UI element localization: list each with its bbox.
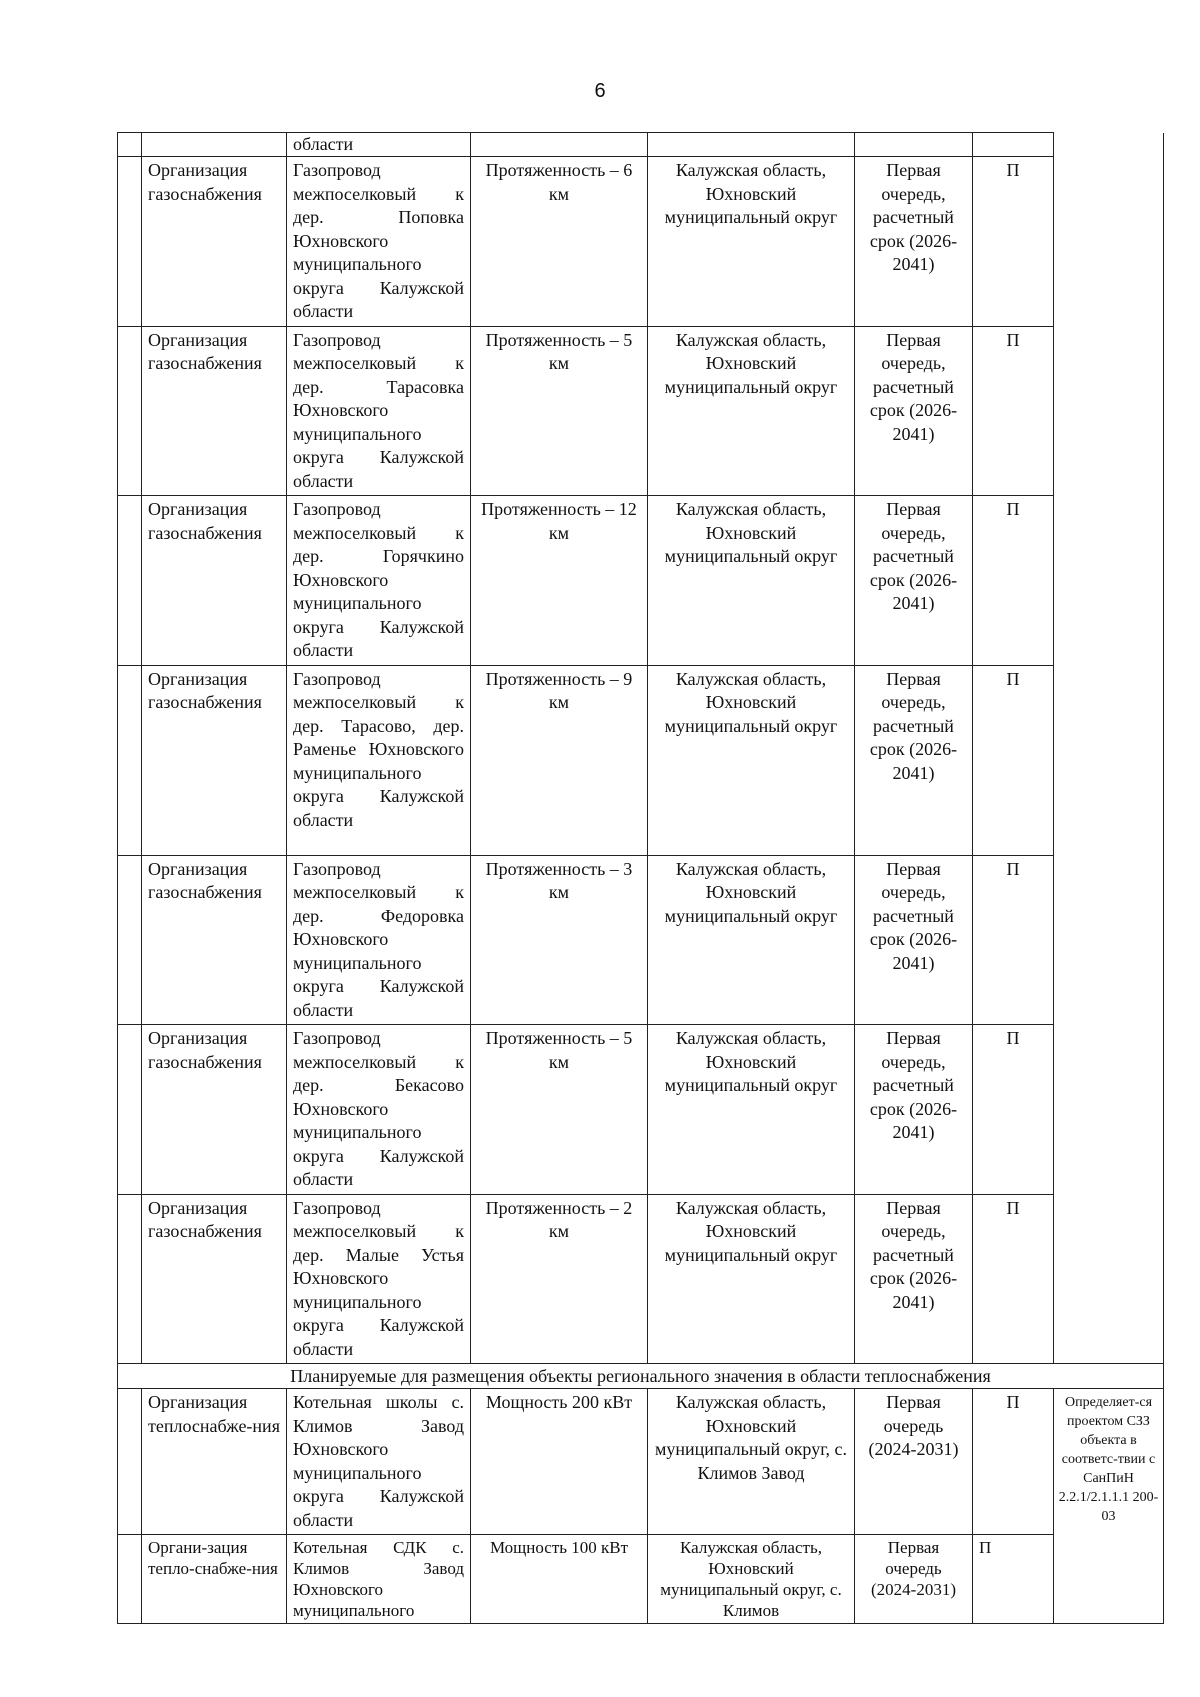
parameter-cell: Протяженность – 6 км (471, 157, 648, 327)
table-row (118, 1025, 1164, 1195)
object-cell: Газопровод межпоселковый к дер. Горячкино Юхновского муниципального округа Калужской области (287, 496, 471, 666)
parameter-cell: Протяженность – 3 км (471, 855, 648, 1025)
table-row (118, 1389, 1164, 1535)
status-cell (973, 133, 1054, 157)
page-number: 6 (594, 80, 606, 102)
index-cell (118, 326, 142, 496)
parameter-cell: Протяженность – 5 км (471, 1025, 648, 1195)
index-cell (118, 133, 142, 157)
object-cell: Газопровод межпоселковый к дер. Федоровка Юхновского муниципального округа Калужской области (287, 855, 471, 1025)
period-cell: Первая очередь, расчетный срок (2026-2041) (855, 1025, 973, 1195)
category-cell: Организация газоснабжения (142, 496, 287, 666)
index-cell (118, 855, 142, 1025)
object-cell: Котельная СДК с. Климов Завод Юхновского муниципального (287, 1535, 471, 1624)
index-cell (118, 496, 142, 666)
status-cell: П (973, 665, 1054, 855)
location-cell: Калужская область, Юхновский муниципальный округ, с. Климов (648, 1535, 855, 1624)
category-cell: Организация теплоснабже-ния (142, 1389, 287, 1535)
index-cell (118, 665, 142, 855)
category-cell: Организация газоснабжения (142, 326, 287, 496)
index-cell (118, 1194, 142, 1364)
location-cell: Калужская область, Юхновский муниципальный округ, с. Климов Завод (648, 1389, 855, 1535)
location-cell: Калужская область, Юхновский муниципальный округ (648, 157, 855, 327)
location-cell: Калужская область, Юхновский муниципальный округ (648, 496, 855, 666)
location-cell: Калужская область, Юхновский муниципальный округ (648, 665, 855, 855)
period-cell: Первая очередь, расчетный срок (2026-2041) (855, 855, 973, 1025)
szz-cell (1054, 157, 1164, 327)
object-cell: Газопровод межпоселковый к дер. Бекасово Юхновского муниципального округа Калужской области (287, 1025, 471, 1195)
parameter-cell: Мощность 200 кВт (471, 1389, 648, 1535)
table-row (118, 1194, 1164, 1364)
table-row (118, 496, 1164, 666)
szz-note: Определяет-ся проектом СЗЗ объекта в соответс-твии с СанПиН 2.2.1/2.1.1.1 200-03 (1054, 1389, 1164, 1624)
planned-objects-table (117, 132, 1164, 1624)
category-cell (142, 133, 287, 157)
category-cell: Организация газоснабжения (142, 665, 287, 855)
category-cell: Организация газоснабжения (142, 855, 287, 1025)
index-cell (118, 157, 142, 327)
parameter-cell (471, 133, 648, 157)
object-cell: области (287, 133, 471, 157)
table-row (118, 157, 1164, 327)
location-cell: Калужская область, Юхновский муниципальный округ (648, 1194, 855, 1364)
status-cell: П (973, 157, 1054, 327)
section-heading: Планируемые для размещения объекты регионального значения в области теплоснабжения (118, 1364, 1164, 1389)
category-cell: Организация газоснабжения (142, 1025, 287, 1195)
szz-cell (1054, 855, 1164, 1025)
section-heading-row (118, 1364, 1164, 1389)
table-row (118, 665, 1164, 855)
object-cell: Котельная школы с. Климов Завод Юхновского муниципального округа Калужской области (287, 1389, 471, 1535)
period-cell: Первая очередь, расчетный срок (2026-2041) (855, 665, 973, 855)
location-cell (648, 133, 855, 157)
szz-cell (1054, 1194, 1164, 1364)
location-cell: Калужская область, Юхновский муниципальный округ (648, 855, 855, 1025)
period-cell: Первая очередь, расчетный срок (2026-2041) (855, 326, 973, 496)
period-cell: Первая очередь (2024-2031) (855, 1389, 973, 1535)
table-row (118, 1535, 1164, 1624)
szz-cell (1054, 665, 1164, 855)
object-cell: Газопровод межпоселковый к дер. Тарасово, дер. Раменье Юхновского муниципального округа Калужской области (287, 665, 471, 855)
category-cell: Организация газоснабжения (142, 1194, 287, 1364)
szz-cell (1054, 1025, 1164, 1195)
status-cell: П (973, 1194, 1054, 1364)
period-cell: Первая очередь, расчетный срок (2026-2041) (855, 157, 973, 327)
category-cell: Организация газоснабжения (142, 157, 287, 327)
szz-cell (1054, 496, 1164, 666)
parameter-cell: Протяженность – 12 км (471, 496, 648, 666)
parameter-cell: Протяженность – 5 км (471, 326, 648, 496)
parameter-cell: Протяженность – 2 км (471, 1194, 648, 1364)
period-cell: Первая очередь (2024-2031) (855, 1535, 973, 1624)
szz-cell (1054, 326, 1164, 496)
status-cell: П (973, 1535, 1054, 1624)
parameter-cell: Мощность 100 кВт (471, 1535, 648, 1624)
szz-cell (1054, 133, 1164, 157)
period-cell (855, 133, 973, 157)
location-cell: Калужская область, Юхновский муниципальный округ (648, 326, 855, 496)
index-cell (118, 1535, 142, 1624)
object-cell: Газопровод межпоселковый к дер. Малые Устья Юхновского муниципального округа Калужской области (287, 1194, 471, 1364)
index-cell (118, 1025, 142, 1195)
table-row (118, 326, 1164, 496)
status-cell: П (973, 855, 1054, 1025)
period-cell: Первая очередь, расчетный срок (2026-2041) (855, 496, 973, 666)
object-cell: Газопровод межпоселковый к дер. Поповка Юхновского муниципального округа Калужской области (287, 157, 471, 327)
table-row (118, 855, 1164, 1025)
status-cell: П (973, 496, 1054, 666)
status-cell: П (973, 326, 1054, 496)
status-cell: П (973, 1389, 1054, 1535)
object-cell: Газопровод межпоселковый к дер. Тарасовка Юхновского муниципального округа Калужской области (287, 326, 471, 496)
index-cell (118, 1389, 142, 1535)
carry-over-row (118, 133, 1164, 157)
parameter-cell: Протяженность – 9 км (471, 665, 648, 855)
period-cell: Первая очередь, расчетный срок (2026-2041) (855, 1194, 973, 1364)
location-cell: Калужская область, Юхновский муниципальный округ (648, 1025, 855, 1195)
status-cell: П (973, 1025, 1054, 1195)
category-cell: Органи-зация тепло-снабже-ния (142, 1535, 287, 1624)
